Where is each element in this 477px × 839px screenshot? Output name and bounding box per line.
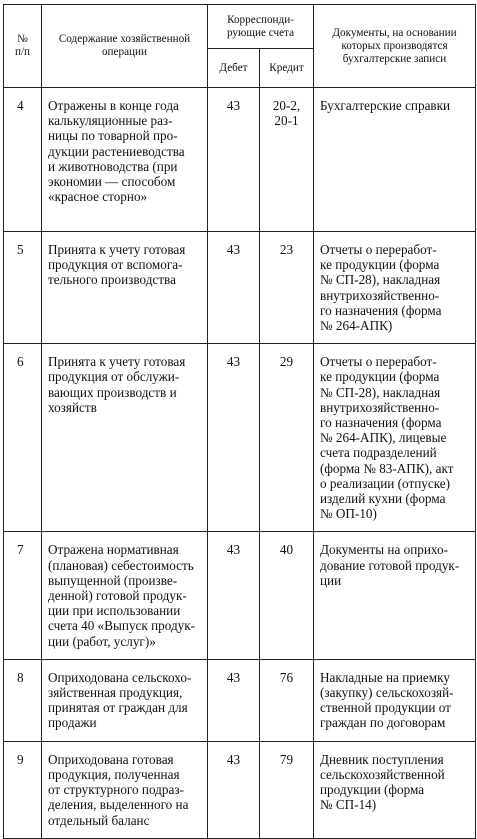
row-content: Оприходована готовая продукция, полученная от структурного подраз- деления, выделенного на отдельный баланс — [48, 751, 189, 828]
row-debit: 43 — [226, 751, 241, 767]
row-documents: Отчеты о переработ- ке продукции (форма № СП-28), накладная внутрихозяйственно- го назначения (форма № 264-АПК), лицевые счета подразделений (форма № 83-АПК), акт о реализации (отпуске) изделий кухни (форма № ОП-10) — [320, 354, 454, 522]
row-content: Принята к учету готовая продукция от вспомога- тельного производства — [48, 242, 186, 288]
row-num-cell — [4, 741, 42, 838]
row-credit-cell — [260, 344, 314, 532]
row-debit-cell — [208, 659, 260, 741]
row-debit-cell — [208, 344, 260, 532]
table-row — [4, 232, 476, 344]
header-num — [4, 5, 42, 88]
row-credit: 40 — [279, 542, 294, 558]
row-num-cell — [4, 344, 42, 532]
row-documents: Отчеты о переработ- ке продукции (форма № СП-28), накладная внутрихозяйственно- го назначения (форма № 264-АПК) — [320, 242, 442, 334]
row-credit: 76 — [279, 669, 294, 685]
row-documents-cell — [314, 532, 476, 659]
row-credit-cell — [260, 741, 314, 838]
row-num-cell — [4, 88, 42, 232]
row-content: Оприходована сельскохо- зяйственная продукция, принятая от граждан для продажи — [48, 669, 192, 731]
header-num-label: № п/п — [14, 33, 31, 58]
row-content-cell — [42, 532, 208, 659]
row-credit: 20-2, 20-1 — [272, 98, 301, 129]
row-content-cell — [42, 344, 208, 532]
row-documents-cell — [314, 344, 476, 532]
table-row — [4, 344, 476, 532]
accounting-table — [3, 4, 476, 839]
row-documents-cell — [314, 232, 476, 344]
header-documents — [314, 5, 476, 88]
row-debit: 43 — [226, 542, 241, 558]
row-documents-cell — [314, 659, 476, 741]
header-debit-label: Дебет — [219, 61, 248, 74]
row-num: 6 — [17, 354, 24, 370]
row-content-cell — [42, 88, 208, 232]
header-accounts — [208, 5, 314, 49]
header-credit — [260, 49, 314, 88]
row-content: Отражены в конце года калькуляционные раз- ницы по товарной про- дукции растениеводства и животноводства (при экономии — способом «красное сторно» — [48, 98, 185, 205]
row-documents: Дневник поступления сельскохозяйственной продукции (форма № СП-14) — [320, 751, 445, 813]
header-content — [42, 5, 208, 88]
row-debit-cell — [208, 741, 260, 838]
row-num-cell — [4, 232, 42, 344]
row-num: 7 — [17, 542, 24, 558]
row-content-cell — [42, 741, 208, 838]
row-credit-cell — [260, 232, 314, 344]
row-credit-cell — [260, 88, 314, 232]
row-documents: Накладные на приемку (закупку) сельскохозяй- ственной продукции от граждан по договорам — [320, 669, 454, 731]
row-content-cell — [42, 659, 208, 741]
row-credit-cell — [260, 659, 314, 741]
row-content: Отражена нормативная (плановая) себестоимость выпущенной (произве- денной) готовой продук- ции при использовании счета 40 «Выпуск продук- ции (работ, услуг)» — [48, 542, 196, 649]
row-documents-cell — [314, 741, 476, 838]
header-debit — [208, 49, 260, 88]
row-debit-cell — [208, 88, 260, 232]
row-documents-cell — [314, 88, 476, 232]
row-documents: Документы на оприхо- дование готовой продук- ции — [320, 542, 460, 588]
header-accounts-label: Корреспонди- рующие счета — [226, 13, 295, 39]
header-documents-label: Документы, на основании которых производятся бухгалтерские записи — [332, 26, 457, 65]
row-content: Принята к учету готовая продукция от обслужи- вающих производств и хозяйств — [48, 354, 186, 415]
row-credit-cell — [260, 532, 314, 659]
table-row — [4, 741, 476, 838]
row-num-cell — [4, 532, 42, 659]
row-num: 4 — [17, 98, 24, 113]
row-debit-cell — [208, 232, 260, 344]
row-num: 8 — [17, 669, 24, 685]
row-num: 5 — [17, 242, 24, 257]
table-row — [4, 659, 476, 741]
row-credit: 29 — [279, 354, 294, 370]
row-debit-cell — [208, 532, 260, 659]
row-credit: 79 — [279, 751, 294, 767]
table-row — [4, 532, 476, 659]
row-content-cell — [42, 232, 208, 344]
row-debit: 43 — [226, 242, 241, 257]
row-debit: 43 — [226, 669, 241, 685]
header-content-label: Содержание хозяйственной операции — [58, 33, 191, 58]
row-documents: Бухгалтерские справки — [320, 98, 451, 113]
row-debit: 43 — [226, 98, 241, 113]
row-num-cell — [4, 659, 42, 741]
row-debit: 43 — [226, 354, 241, 370]
row-num: 9 — [17, 751, 24, 767]
header-credit-label: Кредит — [269, 61, 304, 74]
table-row — [4, 88, 476, 232]
row-credit: 23 — [279, 242, 294, 257]
